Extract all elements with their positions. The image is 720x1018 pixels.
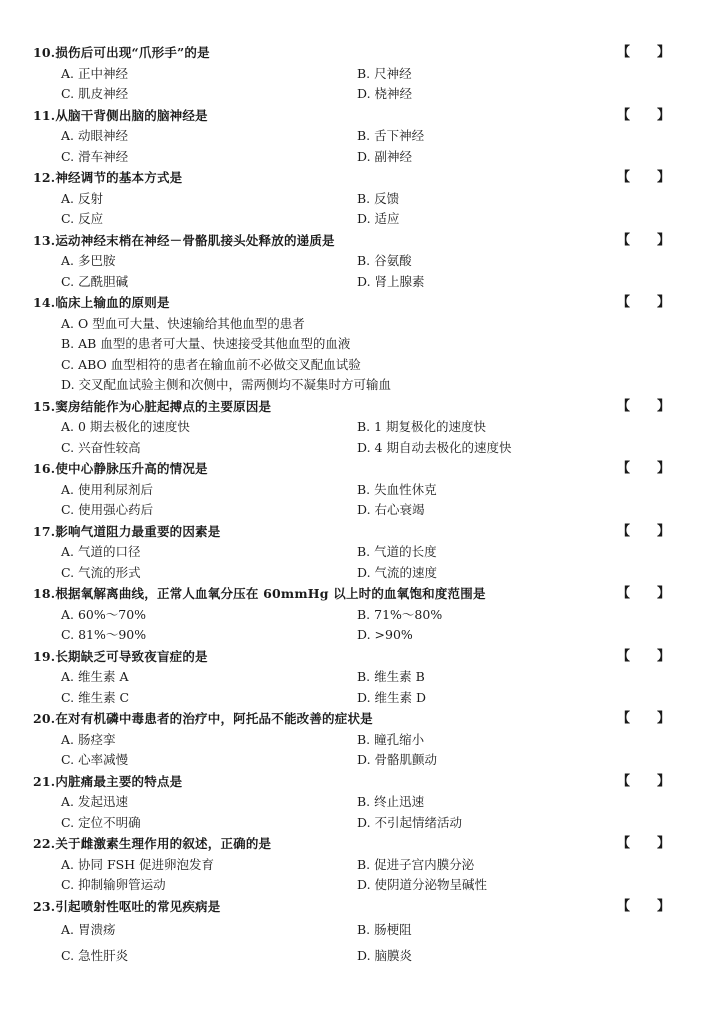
question-stem: 21.内脏痛最主要的特点是: [33, 773, 183, 789]
option-item: B. 1 期复极化的速度快: [357, 419, 487, 434]
option-item: A. 正中神经: [61, 65, 128, 81]
option-row: [0, 126, 720, 147]
option-item: A. O 型血可大量、快速输给其他血型的患者: [61, 315, 305, 331]
question-item: [0, 834, 720, 896]
question-stem: 12.神经调节的基本方式是: [33, 170, 183, 185]
bracket-left: 【: [617, 170, 631, 185]
option-row: [0, 542, 720, 563]
bracket-right: 】: [657, 45, 671, 60]
answer-bracket: [617, 293, 671, 314]
option-item: D. 维生素 D: [357, 689, 427, 705]
question-item: [0, 231, 720, 293]
option-row: [0, 84, 720, 105]
bracket-left: 【: [617, 773, 631, 789]
bracket-right: 】: [657, 523, 671, 539]
question-item: [0, 522, 720, 584]
bracket-left: 【: [617, 523, 631, 539]
option-item: D. 不引起情绪活动: [357, 814, 463, 830]
bracket-left: 【: [617, 586, 631, 601]
bracket-right: 】: [657, 648, 671, 664]
bracket-left: 【: [617, 836, 631, 851]
option-row: [0, 563, 720, 584]
question-stem: 16.使中心静脉压升高的情况是: [33, 461, 208, 476]
option-row: [0, 189, 720, 210]
question-line: [0, 459, 720, 480]
option-item: A. 维生素 A: [61, 669, 129, 684]
option-item: D. 4 期自动去极化的速度快: [357, 439, 512, 455]
answer-bracket: [617, 584, 671, 605]
answer-bracket: [617, 43, 671, 64]
question-item: [0, 772, 720, 834]
bracket-right: 】: [657, 170, 671, 185]
option-item: C. 使用强心药后: [61, 502, 154, 517]
option-row: [0, 272, 720, 293]
answer-bracket: [617, 772, 671, 793]
question-item: [0, 709, 720, 771]
option-item: D. 骨骼肌颤动: [357, 752, 438, 767]
question-item: [0, 897, 720, 970]
option-item: D. 桡神经: [357, 86, 413, 101]
option-item: A. 动眼神经: [61, 128, 128, 143]
question-line: [0, 522, 720, 543]
bracket-right: 】: [657, 898, 671, 914]
option-item: A. 多巴胺: [61, 253, 116, 268]
option-row: [0, 209, 720, 230]
question-item: [0, 293, 720, 396]
option-item: C. 反应: [61, 211, 104, 226]
bracket-right: 】: [657, 711, 671, 726]
answer-bracket: [617, 897, 671, 918]
option-row: [0, 251, 720, 272]
bracket-left: 【: [617, 648, 631, 664]
question-stem: 10.损伤后可出现“爪形手”的是: [33, 45, 210, 60]
option-row: [0, 667, 720, 688]
option-row: [0, 480, 720, 501]
option-item: B. 肠梗阻: [357, 922, 412, 937]
question-stem: 20.在对有机磷中毒患者的治疗中，阿托品不能改善的症状是: [33, 711, 373, 726]
option-item: D. 交叉配血试验主侧和次侧中，需两侧均不凝集时方可输血: [61, 377, 392, 392]
question-line: [0, 43, 720, 64]
bracket-right: 】: [657, 107, 671, 123]
answer-bracket: [617, 231, 671, 252]
option-item: D. 脑膜炎: [357, 948, 413, 963]
option-item: D. 副神经: [357, 148, 413, 164]
bracket-left: 【: [617, 295, 631, 310]
option-item: D. 适应: [357, 211, 400, 226]
option-item: C. 急性肝炎: [61, 948, 129, 963]
option-item: B. 失血性休克: [357, 481, 437, 497]
option-item: B. AB 血型的患者可大量、快速接受其他血型的血液: [61, 336, 351, 351]
option-item: C. 定位不明确: [61, 814, 141, 830]
option-item: B. 促进子宫内膜分泌: [357, 856, 475, 872]
option-row: [0, 730, 720, 751]
option-row: [0, 750, 720, 771]
option-item: A. 胃溃疡: [61, 922, 116, 937]
bracket-left: 【: [617, 107, 631, 123]
question-item: [0, 647, 720, 709]
question-stem: 18.根据氧解离曲线，正常人血氧分压在 60mmHg 以上时的血氧饱和度范围是: [33, 586, 486, 601]
bracket-left: 【: [617, 461, 631, 476]
question-line: [0, 897, 720, 918]
option-item: C. 维生素 C: [61, 689, 130, 705]
question-item: [0, 397, 720, 459]
option-row: [0, 855, 720, 876]
question-stem: 17.影响气道阻力最重要的因素是: [33, 523, 221, 539]
option-item: B. 舌下神经: [357, 128, 425, 143]
option-row: [0, 917, 720, 943]
option-item: D. 右心衰竭: [357, 502, 425, 517]
answer-bracket: [617, 459, 671, 480]
option-row: [0, 417, 720, 438]
question-line: [0, 168, 720, 189]
question-item: [0, 106, 720, 168]
bracket-left: 【: [617, 898, 631, 914]
option-item: B. 反馈: [357, 190, 400, 206]
option-row: [0, 688, 720, 709]
option-item: C. 滑车神经: [61, 148, 129, 164]
bracket-right: 】: [657, 398, 671, 414]
option-item: A. 协同 FSH 促进卵泡发育: [61, 856, 215, 872]
option-item: D. 使阴道分泌物呈碱性: [357, 877, 488, 892]
option-item: D. 肾上腺素: [357, 273, 425, 289]
option-item: B. 维生素 B: [357, 669, 425, 684]
option-row: [0, 438, 720, 459]
question-item: [0, 43, 720, 105]
option-item: A. 60%～70%: [61, 606, 147, 622]
question-line: [0, 772, 720, 793]
question-line: [0, 293, 720, 314]
bracket-right: 】: [657, 295, 671, 310]
answer-bracket: [617, 397, 671, 418]
option-item: C. 81%～90%: [61, 627, 147, 642]
question-stem: 11.从脑干背侧出脑的脑神经是: [33, 107, 208, 123]
bracket-right: 】: [657, 773, 671, 789]
bracket-left: 【: [617, 45, 631, 60]
option-item: B. 尺神经: [357, 65, 412, 81]
question-line: [0, 231, 720, 252]
question-stem: 13.运动神经末梢在神经－骨骼肌接头处释放的递质是: [33, 232, 335, 248]
question-stem: 23.引起喷射性呕吐的常见疾病是: [33, 898, 221, 914]
option-item: B. 气道的长度: [357, 544, 437, 559]
bracket-left: 【: [617, 232, 631, 248]
option-row: [0, 943, 720, 969]
option-item: C. 肌皮神经: [61, 86, 129, 101]
option-row: [0, 64, 720, 85]
option-item: A. 0 期去极化的速度快: [61, 419, 190, 434]
option-item: C. 心率减慢: [61, 752, 129, 767]
question-line: [0, 834, 720, 855]
option-row: [0, 625, 720, 646]
bracket-right: 】: [657, 232, 671, 248]
bracket-left: 【: [617, 398, 631, 414]
question-stem: 22.关于雌激素生理作用的叙述，正确的是: [33, 836, 272, 851]
bracket-right: 】: [657, 586, 671, 601]
option-item: C. 乙酰胆碱: [61, 273, 129, 289]
option-item: D. 气流的速度: [357, 564, 438, 580]
answer-bracket: [617, 106, 671, 127]
option-row: [0, 813, 720, 834]
answer-bracket: [617, 709, 671, 730]
question-stem: 15.窦房结能作为心脏起搏点的主要原因是: [33, 398, 272, 414]
option-row: [0, 792, 720, 813]
option-item: A. 肠痉挛: [61, 731, 116, 747]
bracket-right: 】: [657, 461, 671, 476]
question-stem: 19.长期缺乏可导致夜盲症的是: [33, 648, 208, 664]
question-item: [0, 459, 720, 521]
question-line: [0, 709, 720, 730]
answer-bracket: [617, 168, 671, 189]
question-list: [0, 43, 720, 969]
option-item: B. 71%～80%: [357, 606, 443, 622]
question-item: [0, 168, 720, 230]
option-item: B. 瞳孔缩小: [357, 731, 425, 747]
option-item: A. 使用利尿剂后: [61, 481, 153, 497]
answer-bracket: [617, 647, 671, 668]
question-item: [0, 584, 720, 646]
answer-bracket: [617, 834, 671, 855]
option-row: [0, 605, 720, 626]
option-item: C. 气流的形式: [61, 564, 141, 580]
option-row: [0, 875, 720, 896]
question-line: [0, 106, 720, 127]
option-item: A. 气道的口径: [61, 544, 141, 559]
bracket-left: 【: [617, 711, 631, 726]
option-item: D. >90%: [357, 627, 413, 642]
option-item: C. 兴奋性较高: [61, 439, 141, 455]
question-line: [0, 584, 720, 605]
option-item: C. ABO 血型相符的患者在输血前不必做交叉配血试验: [61, 356, 361, 372]
answer-bracket: [617, 522, 671, 543]
option-row: [0, 147, 720, 168]
option-item: C. 抑制输卵管运动: [61, 877, 166, 892]
option-item: B. 谷氨酸: [357, 253, 412, 268]
bracket-right: 】: [657, 836, 671, 851]
option-item: A. 反射: [61, 190, 103, 206]
question-line: [0, 397, 720, 418]
question-stem: 14.临床上输血的原则是: [33, 295, 170, 310]
option-item: B. 终止迅速: [357, 794, 425, 809]
question-line: [0, 647, 720, 668]
option-item: A. 发起迅速: [61, 794, 128, 809]
option-row: [0, 500, 720, 521]
